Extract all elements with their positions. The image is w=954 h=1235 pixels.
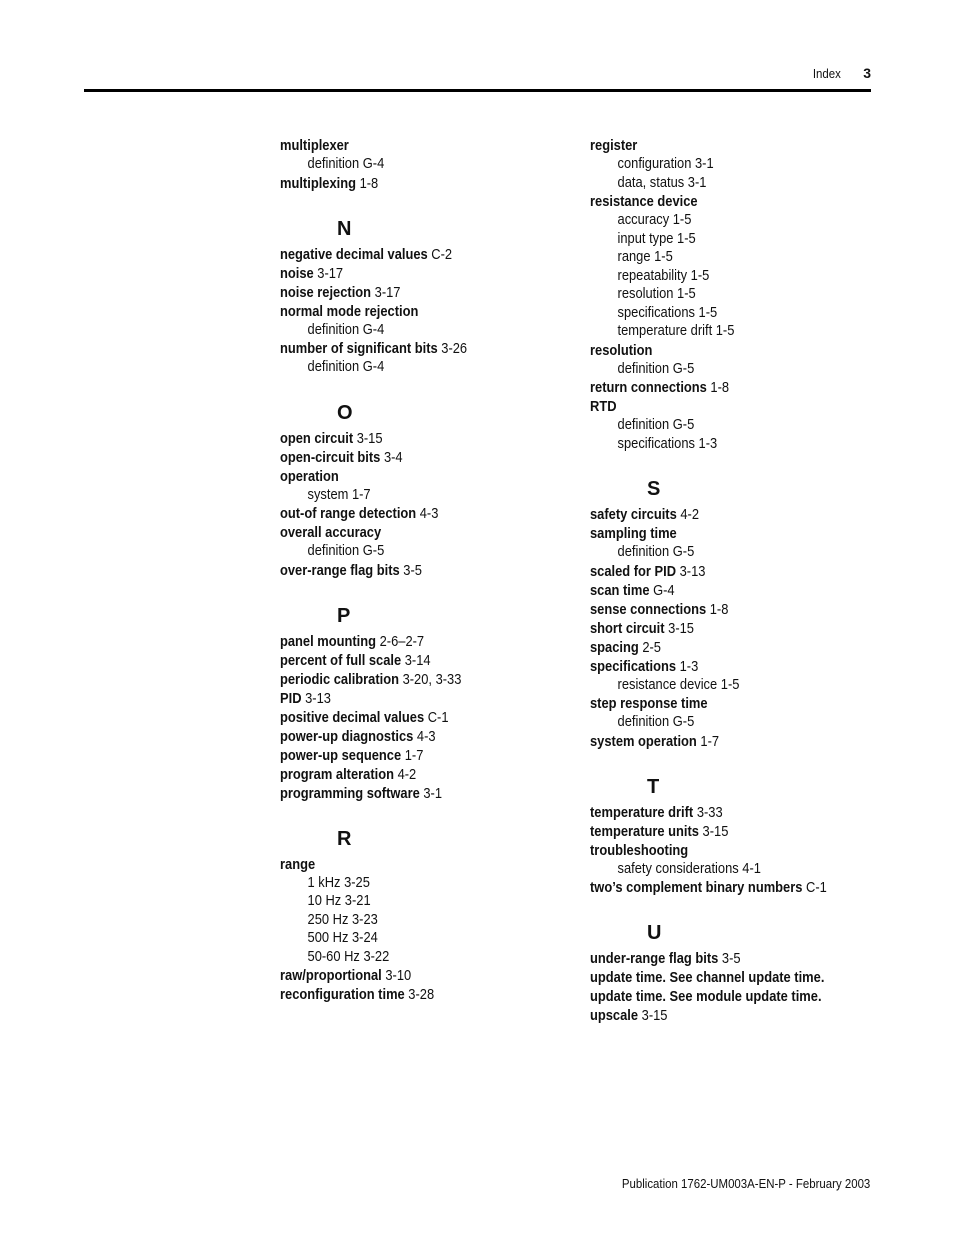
index-term: system operation — [590, 732, 697, 750]
index-subentry: temperature drift 1-5 — [617, 322, 735, 339]
index-term: scan time — [590, 581, 650, 599]
index-subentry: definition G-4 — [307, 320, 385, 338]
index-page-ref: 1-8 — [359, 174, 379, 192]
index-term: resolution — [590, 341, 653, 359]
index-term: multiplexer — [280, 137, 349, 154]
index-entry — [590, 949, 848, 968]
index-entry — [590, 136, 848, 155]
index-entry — [590, 638, 848, 657]
index-term: temperature units — [590, 822, 699, 840]
index-term: under-range flag bits — [590, 950, 719, 967]
index-entry — [280, 651, 538, 670]
index-page-ref: 3-15 — [702, 822, 729, 840]
index-subentry: data, status 3-1 — [617, 173, 707, 191]
index-page-ref: C-2 — [431, 245, 453, 263]
index-entry — [280, 985, 538, 1004]
index-subentry: resolution 1-5 — [617, 285, 696, 302]
index-entry — [590, 657, 848, 676]
index-entry — [280, 245, 538, 264]
index-term: negative decimal values — [280, 245, 428, 263]
index-entry — [280, 966, 538, 985]
index-letter-heading: S — [647, 478, 661, 500]
index-entry — [590, 841, 848, 860]
index-term: power-up sequence — [280, 746, 402, 764]
index-subentry: definition G-4 — [307, 358, 385, 375]
index-term: open-circuit bits — [280, 448, 381, 466]
index-term: operation — [280, 467, 339, 485]
index-page-ref: 2-5 — [642, 638, 661, 656]
index-page-ref: 3-26 — [441, 340, 468, 357]
index-term: troubleshooting — [590, 841, 689, 859]
index-subentry: 250 Hz 3-23 — [307, 910, 378, 928]
index-page-ref: 3-33 — [696, 803, 723, 821]
index-term: resistance device — [590, 193, 698, 210]
index-entry — [280, 523, 538, 542]
index-page-ref: 3-1 — [423, 784, 443, 802]
index-page-ref: 3-10 — [385, 967, 412, 984]
page-number: 3 — [863, 65, 871, 81]
index-entry — [590, 192, 848, 211]
page-header — [84, 60, 871, 92]
index-page-ref: 3-5 — [721, 950, 741, 967]
index-entry — [280, 429, 538, 448]
index-entry — [590, 341, 848, 360]
index-subentry: safety considerations 4-1 — [617, 859, 761, 877]
index-entry — [280, 689, 538, 708]
index-letter-heading: P — [337, 604, 351, 627]
index-term: overall accuracy — [280, 524, 382, 541]
index-page-ref: C-1 — [806, 879, 827, 896]
index-subentry: 1 kHz 3-25 — [307, 873, 370, 891]
index-entry — [280, 448, 538, 467]
index-entry — [590, 878, 848, 897]
index-term: RTD — [590, 398, 617, 415]
index-term: step response time — [590, 695, 708, 712]
index-term: noise rejection — [280, 283, 372, 301]
index-subentry: configuration 3-1 — [617, 155, 714, 172]
index-entry — [590, 581, 848, 600]
index-term: periodic calibration — [280, 670, 400, 688]
index-letter-heading: T — [647, 775, 660, 798]
index-page-ref: 3-15 — [668, 619, 694, 637]
index-term: two’s complement binary numbers — [590, 879, 803, 896]
index-term: power-up diagnostics — [280, 727, 414, 745]
index-entry — [590, 378, 848, 397]
index-page-ref: 3-15 — [356, 429, 383, 447]
index-subentry: 50-60 Hz 3-22 — [307, 947, 390, 965]
index-page-ref: 1-7 — [700, 732, 720, 750]
index-term: scaled for PID — [590, 562, 677, 580]
index-entry — [280, 670, 538, 689]
header-section-label: Index — [813, 66, 841, 81]
index-page-ref: 1-8 — [710, 379, 730, 396]
index-subentry: specifications 1-3 — [617, 434, 718, 452]
index-subentry: definition G-5 — [617, 543, 695, 560]
index-page-ref: 2-6–2-7 — [379, 632, 425, 650]
index-page-ref: 1-3 — [679, 657, 699, 675]
index-page-ref: 3-5 — [403, 561, 422, 579]
index-subentry: definition G-5 — [617, 416, 695, 433]
index-letter-heading: R — [337, 827, 352, 850]
index-entry — [280, 708, 538, 727]
index-entry — [280, 283, 538, 302]
index-term: range — [280, 855, 316, 873]
index-term: out-of range detection — [280, 505, 417, 522]
index-page-ref: 1-7 — [404, 746, 424, 764]
index-entry — [280, 264, 538, 283]
index-term: raw/proportional — [280, 967, 382, 984]
index-term: safety circuits — [590, 506, 677, 523]
index-subentry: specifications 1-5 — [617, 303, 718, 321]
index-entry — [590, 987, 848, 1006]
index-term: over-range flag bits — [280, 561, 400, 579]
index-term: upscale — [590, 1007, 639, 1024]
index-page-ref: 3-13 — [305, 689, 331, 707]
index-term: update time. See module update time. — [590, 988, 822, 1005]
index-page-ref: 3-15 — [641, 1007, 668, 1024]
index-entry — [590, 694, 848, 713]
index-term: temperature drift — [590, 803, 694, 821]
index-entry — [590, 968, 848, 987]
index-letter-heading: U — [647, 922, 662, 944]
index-term: multiplexing — [280, 174, 356, 192]
index-term: short circuit — [590, 619, 665, 637]
index-page-ref: 1-8 — [709, 600, 729, 618]
index-term: specifications — [590, 657, 677, 675]
index-term: spacing — [590, 638, 639, 656]
index-page-ref: 3-13 — [679, 562, 706, 580]
index-entry — [280, 504, 538, 523]
index-term: reconfiguration time — [280, 986, 405, 1003]
index-subentry: definition G-5 — [307, 542, 385, 559]
index-term: register — [590, 137, 638, 154]
index-entry — [280, 302, 538, 321]
index-page-ref: 4-3 — [419, 505, 439, 522]
index-entry — [280, 855, 538, 874]
index-term: normal mode rejection — [280, 302, 419, 320]
index-entry — [280, 467, 538, 486]
index-entry — [280, 632, 538, 651]
index-subentry: input type 1-5 — [617, 229, 696, 247]
index-term: number of significant bits — [280, 340, 438, 357]
index-entry — [590, 1006, 848, 1025]
index-entry — [280, 746, 538, 765]
index-entry — [280, 765, 538, 784]
index-page-ref: 3-14 — [404, 651, 431, 669]
index-page-ref: 4-2 — [680, 506, 700, 523]
index-entry — [590, 524, 848, 543]
index-entry — [590, 600, 848, 619]
index-entry — [280, 136, 538, 155]
index-page-ref: 3-17 — [374, 283, 401, 301]
index-term: open circuit — [280, 429, 354, 447]
index-entry — [590, 822, 848, 841]
index-term: percent of full scale — [280, 651, 402, 669]
index-entry — [590, 562, 848, 581]
index-page-ref: 4-2 — [397, 765, 417, 783]
index-entry — [590, 619, 848, 638]
index-term: sampling time — [590, 525, 677, 542]
index-term: programming software — [280, 784, 420, 802]
index-term: noise — [280, 264, 314, 282]
index-page-ref: 3-28 — [408, 986, 435, 1003]
index-term: return connections — [590, 379, 707, 396]
index-letter-heading: N — [337, 217, 352, 240]
index-page-ref: 4-3 — [416, 727, 436, 745]
index-page-ref: 3-20, 3-33 — [402, 670, 462, 688]
index-entry — [590, 397, 848, 416]
index-entry — [280, 174, 538, 193]
index-entry — [590, 732, 848, 751]
index-entry — [280, 339, 538, 358]
index-entry — [590, 505, 848, 524]
index-term: sense connections — [590, 600, 707, 618]
index-term: update time. See channel update time. — [590, 969, 825, 986]
index-subentry: system 1-7 — [307, 485, 371, 503]
publication-footer: Publication 1762-UM003A-EN-P - February 2003 — [621, 1176, 870, 1191]
index-term: positive decimal values — [280, 708, 425, 726]
index-subentry: definition G-4 — [307, 155, 385, 172]
index-subentry: range 1-5 — [617, 248, 673, 265]
index-letter-heading: O — [337, 401, 353, 424]
index-column-right — [590, 136, 890, 1025]
index-entry — [590, 803, 848, 822]
index-term: PID — [280, 689, 302, 707]
index-subentry: definition G-5 — [617, 713, 695, 730]
index-entry — [280, 727, 538, 746]
index-entry — [280, 784, 538, 803]
index-subentry: repeatability 1-5 — [617, 266, 710, 284]
index-subentry: 10 Hz 3-21 — [307, 892, 371, 909]
index-page-ref: 3-17 — [317, 264, 344, 282]
index-subentry: resistance device 1-5 — [617, 675, 740, 693]
index-term: program alteration — [280, 765, 394, 783]
index-subentry: accuracy 1-5 — [617, 211, 692, 228]
index-entry — [280, 561, 538, 580]
index-term: panel mounting — [280, 632, 377, 650]
index-page-ref: G-4 — [653, 581, 675, 599]
index-subentry: definition G-5 — [617, 359, 695, 377]
index-page-ref: 3-4 — [383, 448, 403, 466]
index-subentry: 500 Hz 3-24 — [307, 929, 378, 946]
index-page-ref: C-1 — [427, 708, 449, 726]
index-column-left — [280, 136, 580, 1004]
